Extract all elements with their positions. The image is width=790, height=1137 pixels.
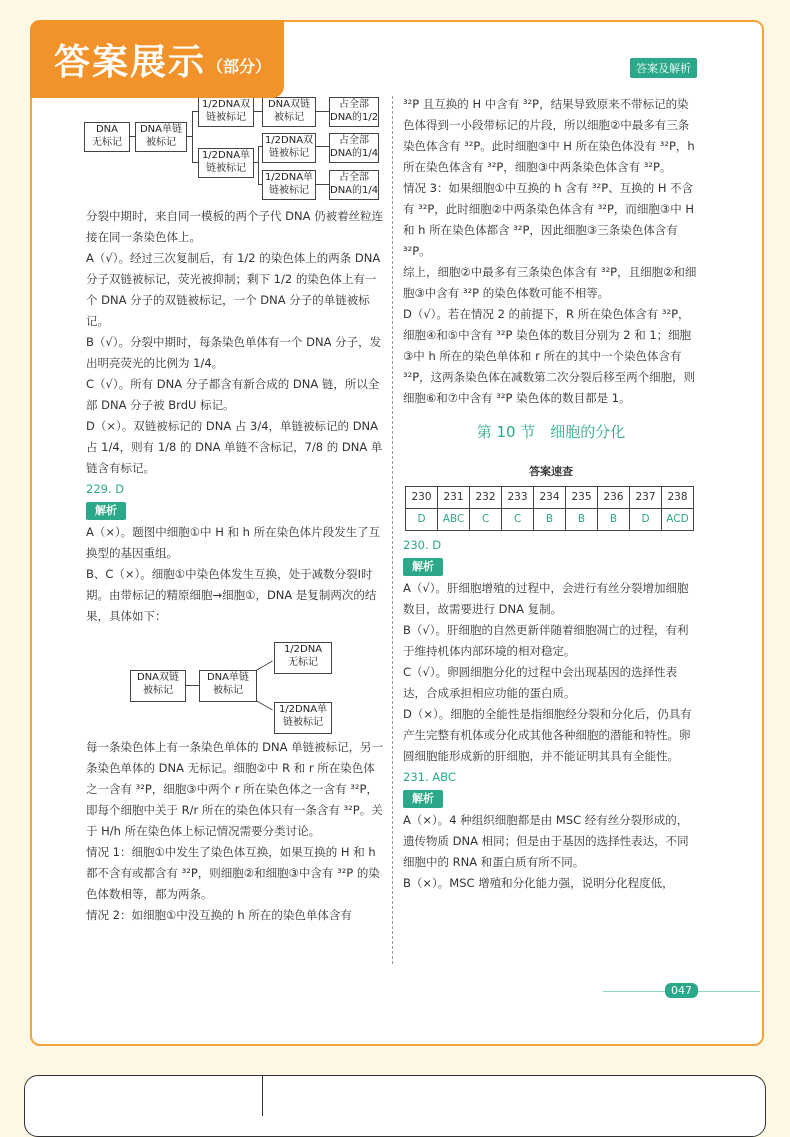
option-c: C（√）。卵圆细胞分化的过程中会出现基因的选择性表达，合成承担相应功能的蛋白质。 [403,665,678,700]
table-cell: C [470,509,502,531]
table-cell: 231 [438,487,470,509]
summary: 综上，细胞②中最多有三条染色体含有 ³²P，且细胞②和细胞③中含有 ³²P 的染色体数可能不相等。 [403,265,697,300]
table-cell: 232 [470,487,502,509]
header-banner [30,20,284,98]
left-column-bottom [86,737,384,926]
table-cell: B [534,509,566,531]
table-cell: D [406,509,438,531]
quick-answer-title: 答案速查 [529,465,573,478]
diagram-box: DNA双链 被标记 [262,97,316,127]
option-a: A（×）。题图中细胞①中 H 和 h 所在染色体片段发生了互换型的基因重组。 [86,525,381,560]
option-bc: B、C（×）。细胞①中染色体发生互换，处于减数分裂Ⅰ时期。由带标记的精原细胞→细胞①，DNA 是复制两次的结果，具体如下： [86,567,377,623]
option-d: D（×）。细胞的全能性是指细胞经分裂和分化后，仍具有产生完整有机体或分化成其他各种细胞的潜能和特性。卵圆细胞能形成新的肝细胞，并不能证明其具有全能性。 [403,707,692,763]
option-d: D（×）。双链被标记的 DNA 占 3/4，单链被标记的 DNA 占 1/4，则有 1/8 的 DNA 单链不含标记，7/8 的 DNA 单链含有标记。 [86,419,383,475]
page-title: 答案展示 [54,42,207,83]
diagram-box: 占全部 DNA的1/4 [329,170,379,200]
option-d: D（√）。若在情况 2 的前提下，R 所在染色体含有 ³²P，细胞④和⑤中含有 ³²P 染色体的数目分别为 2 和 1；细胞③中 h 所在的染色单体和 r 所在的其中一个染色体含有 ³²P，这两条染色体在减数第二次分裂后移至两个细胞，则细胞⑥和⑦中含有 ³²P 染色体的数目都是 1。 [403,307,696,405]
option-a: A（√）。肝细胞增殖的过程中，会进行有丝分裂增加细胞数目，故需要进行 DNA 复制。 [403,581,689,616]
paragraph: ³²P 且互换的 H 中含有 ³²P，结果导致原来不带标记的染色体得到一小段带标记的片段，所以细胞②中最多有三条染色体含有 ³²P。此时细胞③中 H 所在染色体没有 ³²P，h 所在染色体含有 ³²P，细胞③中两条染色体含有 ³²P。 [403,97,695,174]
diagram-box: 1/2DNA单 链被标记 [198,148,254,178]
diagram-box: DNA 无标记 [84,122,130,152]
diagram-box: DNA双链 被标记 [130,670,186,702]
diagram-box: 占全部 DNA的1/4 [329,133,379,163]
diagram-box: DNA单链 被标记 [199,670,257,702]
option-c: C（√）。所有 DNA 分子都含有新合成的 DNA 链，所以全部 DNA 分子被 BrdU 标记。 [86,377,380,412]
answer-table [405,486,694,531]
page-number: 047 [665,983,698,998]
diagram-box: 1/2DNA单 链被标记 [274,702,332,734]
table-cell: B [598,509,630,531]
analysis-label: 解析 [403,790,443,808]
page-subtitle: （部分） [207,57,272,76]
diagram-box: 占全部 DNA的1/2 [329,97,379,127]
table-cell: 238 [662,487,694,509]
diagram-box: 1/2DNA单 链被标记 [262,170,316,200]
analysis-label: 解析 [86,502,126,520]
diagram-box: DNA单链 被标记 [135,122,187,152]
table-cell: 236 [598,487,630,509]
section-title: 第 10 节 细胞的分化 [476,423,626,441]
table-cell: D [630,509,662,531]
analysis-label: 解析 [403,558,443,576]
column-divider [392,96,393,964]
paragraph: 分裂中期时，来自同一模板的两个子代 DNA 仍被着丝粒连接在同一条染色体上。 [86,209,384,244]
option-a: A（×）。4 种组织细胞都是由 MSC 经有丝分裂形成的，遗传物质 DNA 相同；但是由于基因的选择性表达，不同细胞中的 RNA 和蛋白质有所不同。 [403,813,689,869]
section-tag: 答案及解析 [630,58,697,78]
table-cell: B [566,509,598,531]
option-b: B（√）。分裂中期时，每条染色单体有一个 DNA 分子，发出明亮荧光的比例为 1/4。 [86,335,382,370]
table-cell: 230 [406,487,438,509]
answer-229: 229. D [86,482,125,496]
diagram-box: 1/2DNA双 链被标记 [198,97,254,127]
bottom-card [24,1075,766,1137]
right-column [403,94,699,894]
left-column-top [86,206,384,627]
paragraph: 每一条染色体上有一条染色单体的 DNA 单链被标记，另一条染色单体的 DNA 无标记。细胞②中 R 和 r 所在染色体之一含有 ³²P，细胞③中两个 r 所在染色体之一含有 ³²P，即每个细胞中关于 R/r 所在的染色体只有一条含有 ³²P。关于 H/h 所在染色体上标记情况需要分类讨论。 [86,740,384,838]
table-cell: ABC [438,509,470,531]
table-cell: 237 [630,487,662,509]
case-3: 情况 3：如果细胞①中互换的 h 含有 ³²P、互换的 H 不含有 ³²P，此时细胞②中两条染色体含有 ³²P，而细胞③中 H 和 h 所在染色体都含 ³²P，因此细胞③三条染色体含有 ³²P。 [403,181,695,258]
table-cell: 233 [502,487,534,509]
card-divider [262,1076,263,1116]
case-1: 情况 1：细胞①中发生了染色体互换，如果互换的 H 和 h 都不含有或都含有 ³²P，则细胞②和细胞③中含有 ³²P 的染色体数相等，都为两条。 [86,845,380,901]
diagram-box: 1/2DNA双 链被标记 [262,133,316,163]
table-cell: 234 [534,487,566,509]
answer-231: 231. ABC [403,770,456,784]
table-cell: ACD [662,509,694,531]
case-2: 情况 2：如细胞①中没互换的 h 所在的染色单体含有 [86,908,352,922]
table-cell: 235 [566,487,598,509]
option-a: A（√）。经过三次复制后，有 1/2 的染色体上的两条 DNA 分子双链被标记，荧光被抑制；剩下 1/2 的染色体上有一个 DNA 分子的双链被标记，一个 DNA 分子的单链被标记。 [86,251,381,328]
answer-230: 230. D [403,538,442,552]
option-b: B（√）。肝细胞的自然更新伴随着细胞凋亡的过程，有利于维持机体内部环境的相对稳定。 [403,623,689,658]
option-b: B（×）。MSC 增殖和分化能力强，说明分化程度低， [403,876,674,890]
table-cell: C [502,509,534,531]
diagram-box: 1/2DNA 无标记 [274,642,332,674]
